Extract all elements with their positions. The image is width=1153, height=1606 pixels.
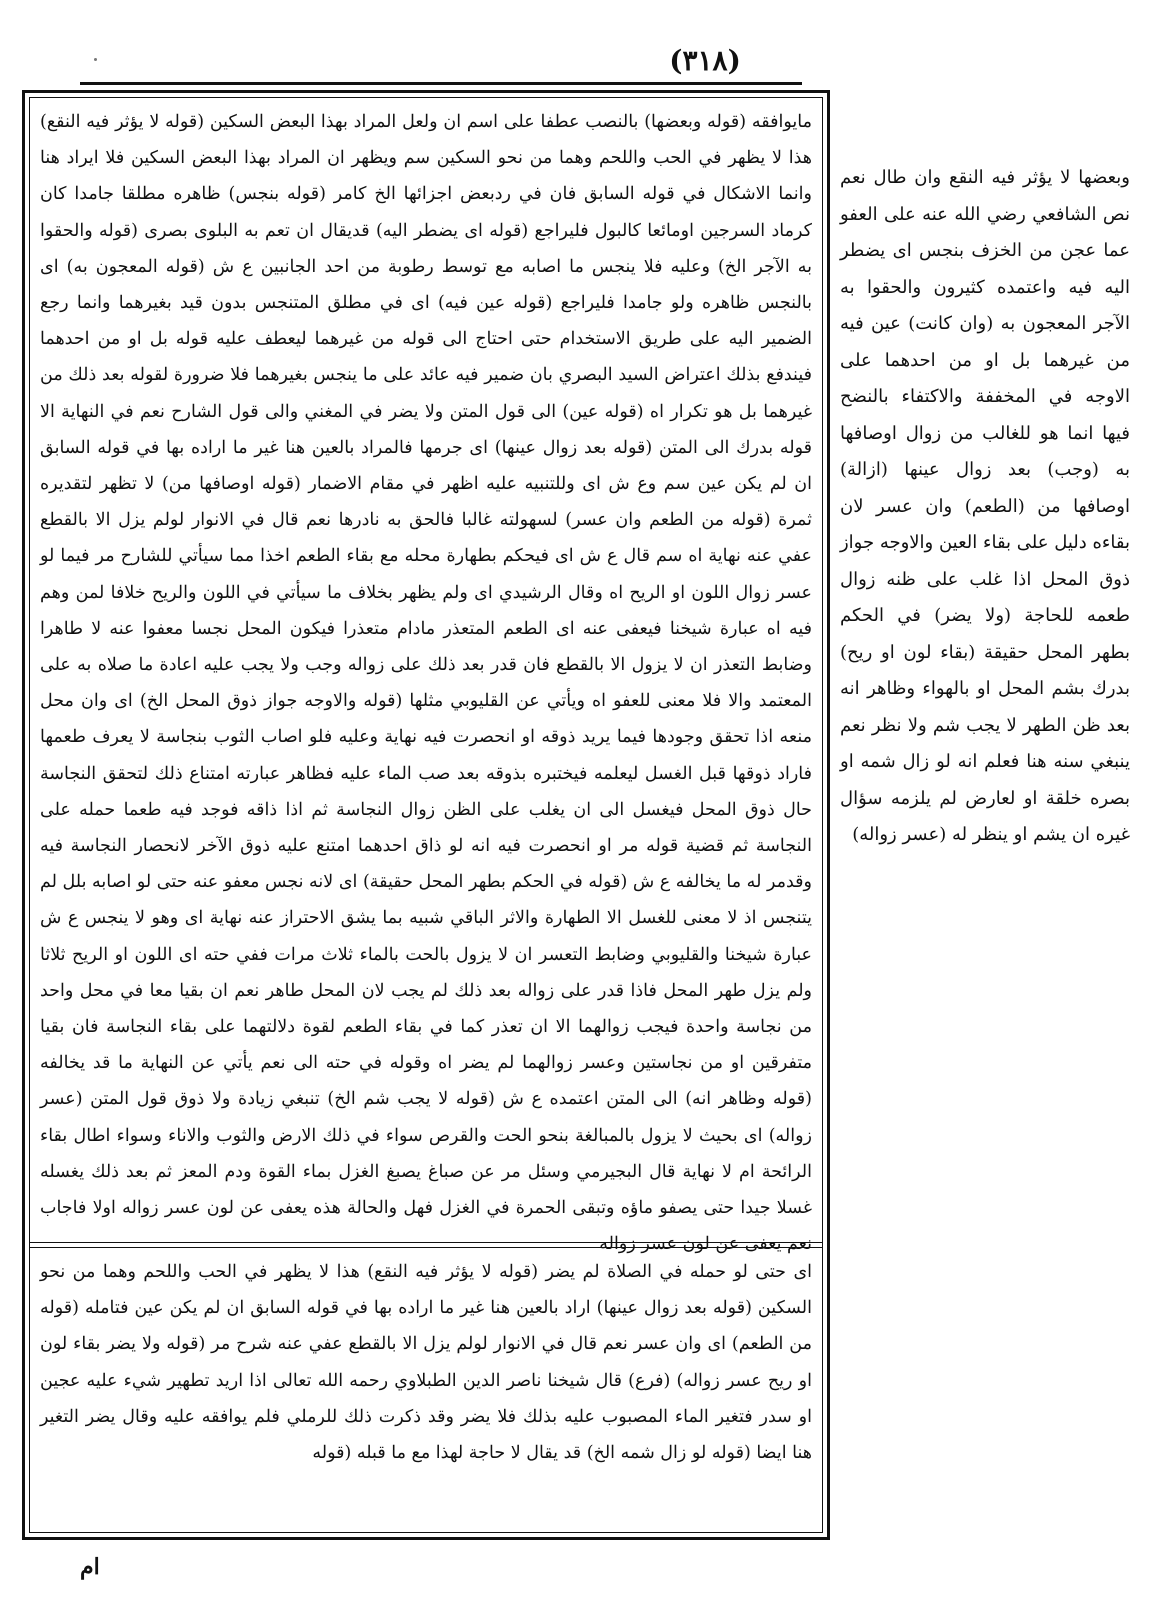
commentary-frame (22, 90, 830, 1540)
header-rule (80, 82, 802, 85)
matn-paragraph: وبعضها لا يؤثر فيه النقع وان طال نعم نص الشافعي رضي الله عنه على العفو عما عجن من الخزف بنجس اى يضطر اليه فيه واعتمده كثيرون والحقوا به الآجر المعجون به (وان كانت) عين فيه من غيرهما بل او من احدهما على الاوجه في المخففة والاكتفاء بالنضح فيها انما هو للغالب من زوال اوصافها به (وجب) بعد زوال عينها (ازالة) اوصافها من (الطعم) وان عسر لان بقاءه دليل على بقاء العين والاوجه جواز ذوق المحل اذا غلب على ظنه زوال طعمه للحاجة (ولا يضر) في الحكم بطهر المحل حقيقة (بقاء لون او ريح) بدرك بشم المحل او بالهواء وظاهر انه بعد ظن الطهر لا يجب شم ولا نظر نعم ينبغي سنه هنا فعلم انه لو زال شمه او بصره خلقة او لعارض لم يلزمه سؤال غيره ان يشم او ينظر له (عسر زواله) (839, 167, 1130, 845)
ink-speck (94, 58, 97, 61)
second-commentary (40, 1254, 812, 1526)
main-commentary (39, 104, 812, 1255)
signature-mark: ام (80, 1554, 100, 1580)
main-commentary-paragraph: مايوافقه (قوله وبعضها) بالنصب عطفا على اسم ان ولعل المراد بهذا البعض السكين (قوله لا يؤثر فيه النقع) هذا لا يظهر في الحب واللحم وهما من نحو السكين سم ويظهر ان المراد بهذا البعض السكين فلا ايراد هنا وانما الاشكال في قوله السابق فان في ردبعض اجزائها الخ كامر (قوله بنجس) ظاهره مطلقا جامدا كان كرماد السرجين اومائعا كالبول فليراجع (قوله اى يضطر اليه) قديقال ان تعم به البلوى بصرى (قوله والحقوا به الآجر الخ) وعليه فلا ينجس ما اصابه مع توسط رطوبة من احد الجانبين ع ش (قوله المعجون به) اى بالنجس ظاهره ولو جامدا فليراجع (قوله عين فيه) اى في مطلق المتنجس بدون قيد بغيرهما وانما رجع الضمير اليه على طريق الاستخدام حتى احتاج الى قوله من غيرهما ليعطف عليه قوله بل او من احدهما فيندفع بذلك اعتراض السيد البصري بان ضمير فيه عائد على ما ينجس بغيرهما فلا ضرورة لقوله بعد ذلك من غيرهما بل هو تكرار اه (قوله عين) الى قول المتن ولا يضر في المغني والى قول الشارح نعم في النهاية الا قوله بدرك الى المتن (قوله بعد زوال عينها) اى جرمها فالمراد بالعين هنا غير ما اراده بها في قوله السابق ان لم يكن عين سم وع ش اى وللتنبيه عليه اظهر في مقام الاضمار (قوله اوصافها من) لا تظهر لتقديره ثمرة (قوله من الطعم وان عسر) لسهولته غالبا فالحق به نادرها نعم قال في الانوار لولم يزل الا بالقطع عفي عنه نهاية اه سم قال ع ش اى فيحكم بطهارة محله مع بقاء الطعم اخذا مما سيأتي للشارح مر فيما لو عسر زوال اللون او الريح اه وقال الرشيدي اى ولم يظهر بخلاف ما سيأتي في اللون والريح خلافا لمن وهم فيه اه عبارة شيخنا فيعفى عنه اى الطعم المتعذر مادام متعذرا فيكون المحل نجسا معفوا عنه لا طاهرا وضابط التعذر ان لا يزول الا بالقطع فان قدر بعد ذلك على زواله وجب ولا يجب عليه اعادة ما صلاه به على المعتمد والا فلا معنى للعفو اه ويأتي عن القليوبي مثلها (قوله والاوجه جواز ذوق المحل الخ) اى وان محل منعه اذا تحقق وجودها فيما يريد ذوقه او انحصرت فيه نهاية وعليه فلو اصاب الثوب بنجاسة لا يعرف طعمها فاراد ذوقها قبل الغسل ليعلمه فيختبره بذوقه بعد صب الماء عليه فظاهر عبارته امتناع ذلك لتحقق النجاسة حال ذوق المحل فيغسل الى ان يغلب على الظن زوال النجاسة ثم اذا ذاقه فوجد فيه طعما حمله على النجاسة ثم قضية قوله مر او انحصرت فيه انه لو ذاق احدهما امتنع عليه ذوق الآخر لانحصار النجاسة فيه وقدمر له ما يخالفه ع ش (قوله في الحكم بطهر المحل حقيقة) اى لانه نجس معفو عنه حتى لو اصابه بلل لم يتنجس اذ لا معنى للغسل الا الطهارة والاثر الباقي شبيه بما يشق الاحتراز عنه نهاية اى وهو لا ينجس ع ش عبارة شيخنا والقليوبي وضابط التعسر ان لا يزول بالحت بالماء ثلاث مرات ففي حته اى اللون او الريح ثلاثا ولم يزل طهر المحل فاذا قدر على زواله بعد ذلك لم يجب لان المحل طاهر نعم ان بقيا معا في محل واحد من نجاسة واحدة فيجب زوالهما الا ان تعذر كما في بقاء الطعم لقوة دلالتهما على بقاء النجاسة فان بقيا متفرقين او من نجاستين وعسر زوالهما لم يضر اه وقوله في حته الى نعم يأتي عن النهاية ما قد يخالفه (قوله وظاهر انه) الى المتن اعتمده ع ش (قوله لا يجب شم الخ) تنبغي زيادة ولا ذوق قول المتن (عسر زواله) اى بحيث لا يزول بالمبالغة بنحو الحت والقرص سواء في ذلك الارض والثوب والاناء وسواء اطال بقاء الرائحة ام لا نهاية قال البجيرمي وسئل مر عن صباغ يصبغ الغزل بماء القوة ودم المعز ثم بعد ذلك يغسله غسلا جيدا حتى يصفو ماؤه وتبقى الحمرة في الغزل فهل والحالة هذه يعفى عن لون عسر زواله اولا فاجاب نعم يعفى عن لون عسر زواله (39, 112, 812, 1255)
matn-column (840, 160, 1130, 1330)
section-divider (30, 1242, 822, 1248)
second-commentary-paragraph: اى حتى لو حمله في الصلاة لم يضر (قوله لا يؤثر فيه النقع) هذا لا يظهر في الحب واللحم وهما من نحو السكين (قوله بعد زوال عينها) اراد بالعين هنا غير ما اراده بها في قوله السابق ان لم يكن عين فتامله (قوله من الطعم) اى وان عسر نعم قال في الانوار لولم يزل الا بالقطع عفي عنه شرح مر (قوله ولا يضر بقاء لون او ريح عسر زواله) (فرع) قال شيخنا ناصر الدين الطبلاوي رحمه الله تعالى اذا اريد تطهير شيء عليه عجين او سدر فتغير الماء المصبوب عليه بذلك فلا يضر وقد ذكرت ذلك للرملي فلم يوافقه عليه وقال يضر التغير هنا ايضا (قوله لو زال شمه الخ) قد يقال لا حاجة لهذا مع ما قبله (قوله (40, 1262, 812, 1464)
commentary-inner-frame (29, 97, 823, 1533)
page-number: (٣١٨) (669, 44, 741, 77)
